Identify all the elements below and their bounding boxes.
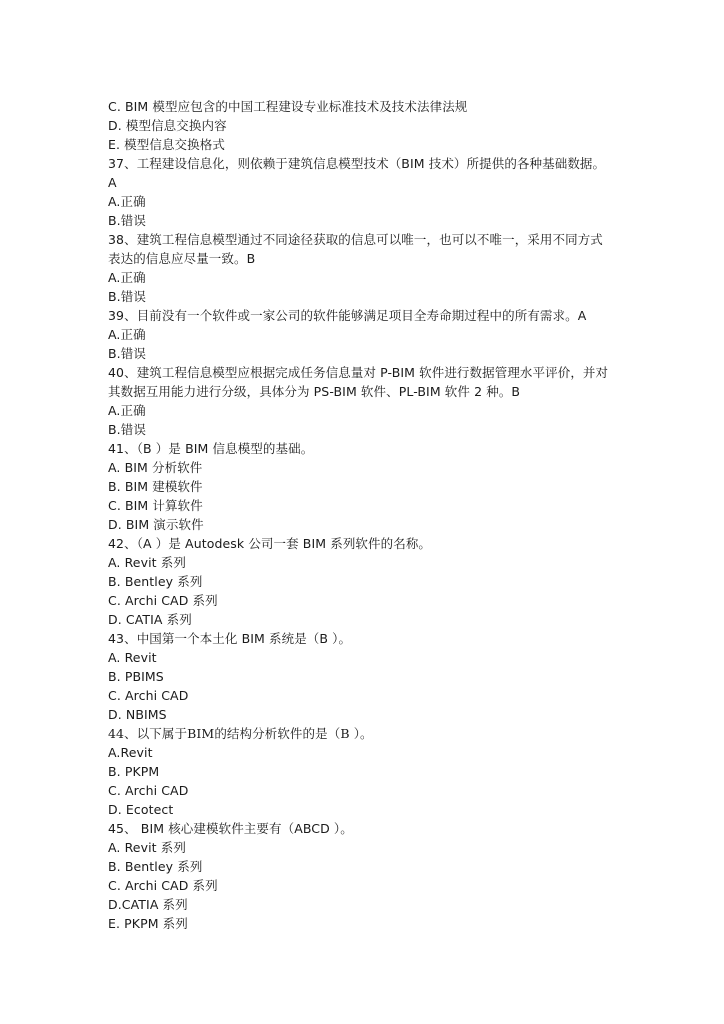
text-line: B. PBIMS	[108, 669, 164, 684]
text-line: B.错误	[108, 213, 146, 228]
text-line: E. 模型信息交换格式	[108, 137, 225, 152]
text-line: C. Archi CAD	[108, 783, 189, 798]
text-line: B. Bentley 系列	[108, 859, 203, 874]
question-45: 45、 BIM 核心建模软件主要有（ABCD ）。	[108, 821, 353, 836]
text-line: A. Revit 系列	[108, 555, 186, 570]
text-line: A. Revit	[108, 650, 157, 665]
text-line: D. Ecotect	[108, 802, 174, 817]
text-line: B. PKPM	[108, 764, 160, 779]
question-41: 41、（B ）是 BIM 信息模型的基础。	[108, 441, 314, 456]
text-line: D. 模型信息交换内容	[108, 118, 227, 133]
question-43: 43、中国第一个本土化 BIM 系统是（B ）。	[108, 631, 352, 646]
text-line: C. Archi CAD 系列	[108, 878, 218, 893]
text-line: B. Bentley 系列	[108, 574, 203, 589]
question-42: 42、（A ）是 Autodesk 公司一套 BIM 系列软件的名称。	[108, 536, 432, 551]
question-37: 37、工程建设信息化，则依赖于建筑信息模型技术（BIM 技术）所提供的各种基础数据。	[108, 156, 606, 171]
question-44: 44、以下属于BIM的结构分析软件的是（B ）。	[108, 726, 373, 741]
text-line: D. CATIA 系列	[108, 612, 192, 627]
text-line: B. BIM 建模软件	[108, 479, 203, 494]
text-line: A.正确	[108, 403, 146, 418]
answer-37: A	[108, 175, 117, 190]
text-line: B.错误	[108, 346, 146, 361]
text-line: B.错误	[108, 289, 146, 304]
text-line: B.错误	[108, 422, 146, 437]
text-line: A.Revit	[108, 745, 153, 760]
text-line: D. BIM 演示软件	[108, 517, 204, 532]
question-40: 40、建筑工程信息模型应根据完成任务信息量对 P-BIM 软件进行数据管理水平评价，并对	[108, 365, 609, 380]
text-line: D.CATIA 系列	[108, 897, 188, 912]
text-line: A. BIM 分析软件	[108, 460, 203, 475]
text-line: C. Archi CAD 系列	[108, 593, 218, 608]
question-40-cont: 其数据互用能力进行分级，具体分为 PS-BIM 软件、PL-BIM 软件 2 种。B	[108, 384, 521, 399]
text-line: C. Archi CAD	[108, 688, 189, 703]
text-line: E. PKPM 系列	[108, 916, 188, 931]
text-line: A.正确	[108, 327, 146, 342]
text-line: D. NBIMS	[108, 707, 167, 722]
text-line: C. BIM 计算软件	[108, 498, 203, 513]
text-line: C. BIM 模型应包含的中国工程建设专业标准技术及技术法律法规	[108, 99, 468, 114]
document-page	[108, 97, 618, 933]
text-line: A.正确	[108, 270, 146, 285]
question-39: 39、目前没有一个软件或一家公司的软件能够满足项目全寿命期过程中的所有需求。A	[108, 308, 587, 323]
question-38-cont: 表达的信息应尽量一致。B	[108, 251, 256, 266]
question-38: 38、建筑工程信息模型通过不同途径获取的信息可以唯一，也可以不唯一，采用不同方式	[108, 232, 603, 247]
text-line: A.正确	[108, 194, 146, 209]
text-line: A. Revit 系列	[108, 840, 186, 855]
